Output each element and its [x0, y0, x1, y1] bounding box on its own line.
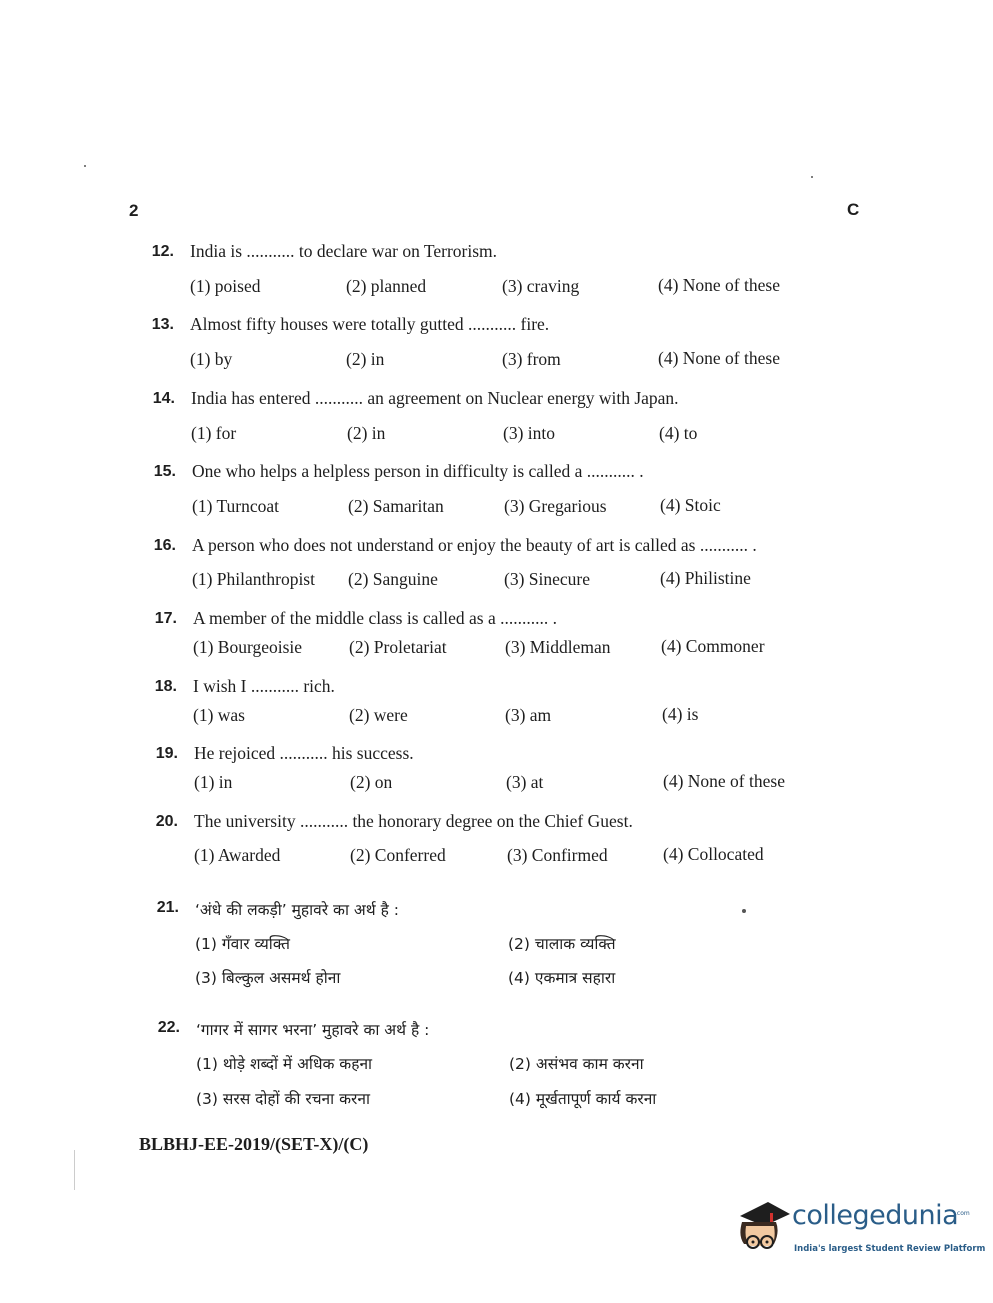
- option-3: (3) craving: [502, 276, 580, 296]
- option-4: (4) Philistine: [660, 568, 751, 588]
- option-1: (1) थोड़े शब्दों में अधिक कहना: [196, 1055, 373, 1073]
- option-4: (4) एकमात्र सहारा: [508, 969, 616, 987]
- scan-speck: [742, 909, 746, 913]
- question-number: 18.: [154, 678, 177, 695]
- option-2: (2) were: [349, 705, 408, 725]
- logo-tagline: India's largest Student Review Platform: [794, 1244, 986, 1254]
- option-4: (4) None of these: [658, 348, 780, 368]
- question-number: 14.: [152, 390, 175, 407]
- option-1: (1) was: [193, 705, 245, 725]
- question-number: 15.: [153, 463, 176, 480]
- question-number: 17.: [154, 610, 177, 627]
- question-number: 20.: [155, 813, 178, 830]
- option-4: (4) to: [659, 423, 698, 443]
- scan-speck: [811, 176, 813, 178]
- option-3: (3) Gregarious: [504, 496, 607, 516]
- option-1: (1) poised: [190, 276, 261, 296]
- logo-suffix: .com: [955, 1210, 970, 1217]
- option-1: (1) Turncoat: [192, 496, 280, 516]
- option-4: (4) मूर्खतापूर्ण कार्य करना: [509, 1090, 657, 1108]
- option-4: (4) None of these: [663, 771, 785, 791]
- option-3: (3) Sinecure: [504, 569, 591, 589]
- option-1: (1) for: [191, 423, 237, 443]
- option-4: (4) Stoic: [660, 495, 721, 515]
- question-text: ‘अंधे की लकड़ी’ मुहावरे का अर्थ है :: [195, 901, 399, 919]
- question-number: 13.: [151, 316, 174, 333]
- exam-code-footer: BLBHJ-EE-2019/(SET-X)/(C): [139, 1134, 369, 1154]
- option-3: (3) Confirmed: [507, 845, 608, 865]
- question-text: A person who does not understand or enjoy the beauty of art is called as ........... .: [192, 535, 757, 555]
- option-1: (1) Bourgeoisie: [193, 637, 303, 657]
- option-1: (1) by: [190, 349, 233, 369]
- option-2: (2) in: [347, 423, 386, 443]
- option-4: (4) is: [662, 704, 699, 724]
- question-text: India has entered ........... an agreement on Nuclear energy with Japan.: [191, 388, 679, 408]
- question-number: 12.: [151, 243, 174, 260]
- question-text: I wish I ........... rich.: [193, 676, 335, 696]
- option-3: (3) सरस दोहों की रचना करना: [196, 1090, 370, 1108]
- question-text: India is ........... to declare war on Terrorism.: [190, 241, 498, 261]
- option-3: (3) at: [506, 772, 544, 792]
- logo-brand: collegedunia: [792, 1200, 959, 1231]
- option-4: (4) None of these: [658, 275, 780, 295]
- option-3: (3) from: [502, 349, 561, 369]
- option-2: (2) चालाक व्यक्ति: [508, 935, 616, 953]
- question-text: One who helps a helpless person in difficulty is called a ........... .: [192, 461, 644, 481]
- option-3: (3) into: [503, 423, 556, 443]
- option-4: (4) Collocated: [663, 844, 764, 864]
- option-1: (1) Philanthropist: [192, 569, 315, 589]
- option-1: (1) in: [194, 772, 233, 792]
- option-4: (4) Commoner: [661, 636, 765, 656]
- option-2: (2) Sanguine: [348, 569, 438, 589]
- page-number: 2: [129, 201, 139, 220]
- question-text: ‘गागर में सागर भरना’ मुहावरे का अर्थ है :: [196, 1021, 430, 1039]
- question-text: He rejoiced ........... his success.: [194, 743, 414, 763]
- option-2: (2) planned: [346, 276, 427, 296]
- option-3: (3) am: [505, 705, 552, 725]
- scan-edge-line: [74, 1150, 75, 1190]
- question-text: The university ........... the honorary degree on the Chief Guest.: [194, 811, 633, 831]
- question-number: 22.: [157, 1019, 180, 1036]
- option-2: (2) Conferred: [350, 845, 446, 865]
- option-1: (1) Awarded: [194, 845, 281, 865]
- question-number: 16.: [153, 537, 176, 554]
- question-text: A member of the middle class is called as a ........... .: [193, 608, 558, 628]
- set-code: C: [847, 200, 860, 219]
- collegedunia-logo: [734, 1196, 986, 1262]
- option-2: (2) Proletariat: [349, 637, 447, 657]
- option-3: (3) Middleman: [505, 637, 611, 657]
- option-2: (2) असंभव काम करना: [509, 1055, 644, 1073]
- option-3: (3) बिल्कुल असमर्थ होना: [195, 969, 341, 987]
- option-2: (2) in: [346, 349, 385, 369]
- scan-speck: [84, 165, 86, 167]
- option-2: (2) on: [350, 772, 393, 792]
- mascot-icon: [734, 1196, 792, 1258]
- option-2: (2) Samaritan: [348, 496, 444, 516]
- option-1: (1) गँवार व्यक्ति: [195, 935, 290, 953]
- question-number: 19.: [155, 745, 178, 762]
- question-number: 21.: [156, 899, 179, 916]
- question-text: Almost fifty houses were totally gutted ........... fire.: [190, 314, 550, 334]
